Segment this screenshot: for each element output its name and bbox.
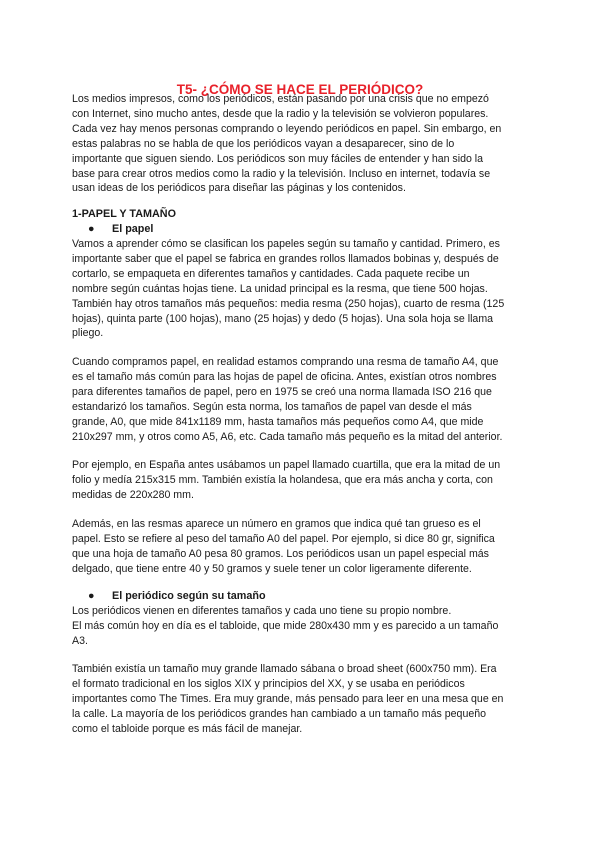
text-line: estandarizó los tamaños. Según esta norma, los tamaños de papel van desde el más — [72, 400, 472, 413]
text-line: Cada vez hay menos personas comprando o leyendo periódicos en papel. Sin embargo, en — [72, 122, 502, 135]
text-line: que una hoja de tamaño A0 pesa 80 gramos. Los periódicos usan un papel especial más — [72, 547, 489, 560]
paragraph-resma-a4 — [72, 355, 542, 444]
section-heading-papel-y-tamano: 1-PAPEL Y TAMAÑO — [72, 208, 176, 220]
text-line: medidas de 220x280 mm. — [72, 488, 194, 501]
text-line: nombre según cuántas hojas tiene. La unidad principal es la resma, que tiene 500 hojas. — [72, 282, 488, 295]
bullet-periodico-tamano — [88, 589, 266, 604]
text-line: A3. — [72, 634, 88, 647]
document-title: T5- ¿CÓMO SE HACE EL PERIÓDICO? — [176, 82, 424, 98]
paragraph-papel-clasificacion — [72, 237, 542, 341]
text-line: Además, en las resmas aparece un número en gramos que indica qué tan grueso es el — [72, 518, 481, 530]
text-line: es el tamaño más común para las hojas de papel de oficina. Antes, existían otros nombres — [72, 370, 497, 383]
paragraph-cuartilla — [72, 458, 542, 503]
text-line: También hay otros tamaños más pequeños: media resma (250 hojas), cuarto de resma (125 — [72, 297, 505, 310]
text-line: como el tabloide porque es más fácil de manejar. — [72, 722, 303, 735]
text-line: importantes como The Times. Era muy grande, más pensado para leer en una mesa que en — [72, 692, 504, 705]
text-line: importante que siguen siendo. Los periódicos son muy fáciles de entender y han sido la — [72, 152, 484, 165]
text-line: 210x297 mm, y otros como A5, A6, etc. Cada tamaño más pequeño es la mitad del anterior. — [72, 430, 503, 443]
intro-paragraph — [72, 92, 542, 196]
paragraph-tabloide — [72, 604, 542, 649]
text-line: papel. Esto se refiere al peso del tamaño A0 del papel. Por ejemplo, si dice 80 gr, significa — [72, 532, 495, 545]
text-line: El más común hoy en día es el tabloide, que mide 280x430 mm y es parecido a un tamaño — [72, 619, 499, 632]
text-line: delgado, que tiene entre 40 y 50 gramos y suele tener un color ligeramente diferente. — [72, 562, 472, 575]
text-line: folio y medía 215x315 mm. También existía la holandesa, que era más ancha y corta, con — [72, 473, 493, 486]
bullet-el-papel — [88, 222, 153, 237]
text-line: usan ideas de los periódicos para diseñar las páginas y los contenidos. — [72, 182, 406, 195]
text-line: importante saber que el papel se fabrica en grandes rollos llamados bobinas y, después de — [72, 252, 499, 265]
text-line: Cuando compramos papel, en realidad estamos comprando una resma de tamaño A4, que — [72, 356, 499, 368]
text-line: Los medios impresos, como los periódicos, están pasando por una crisis que no empezó — [72, 93, 489, 105]
text-line: hojas), quinta parte (100 hojas), mano (25 hojas) y dedo (5 hojas). Una sola hoja se llama — [72, 312, 494, 325]
text-line: grande, A0, que mide 841x1189 mm, hasta tamaños más pequeños como A4, que mide — [72, 415, 484, 428]
text-line: para diferentes tamaños de papel, pero en 1975 se creó una norma llamada ISO 216 que — [72, 385, 492, 398]
text-line: la calle. La mayoría de los periódicos grandes han cambiado a un tamaño más pequeño — [72, 707, 487, 720]
text-line: base para crear otros medios como la radio y la televisión. Incluso en internet, todavía se — [72, 167, 491, 180]
paragraph-sabana — [72, 662, 542, 737]
bullet-dot-icon: ● — [88, 223, 95, 235]
text-line: el formato tradicional en los siglos XIX y principios del XX, y se usaba en periódicos — [72, 677, 465, 690]
text-line: Vamos a aprender cómo se clasifican los papeles según su tamaño y cantidad. Primero, es — [72, 238, 500, 250]
bullet-title: El papel — [112, 223, 154, 235]
text-line: cortarlo, se empaqueta en diferentes tamaños y cantidades. Cada paquete recibe un — [72, 267, 470, 280]
text-line: pliego. — [72, 327, 104, 340]
text-line: con Internet, sino mucho antes, desde que la radio y la televisión se volvieron populares. — [72, 107, 489, 120]
bullet-title: El periódico según su tamaño — [112, 590, 266, 602]
paragraph-gramaje — [72, 517, 542, 577]
text-line: Por ejemplo, en España antes usábamos un papel llamado cuartilla, que era la mitad de un — [72, 459, 501, 471]
bullet-dot-icon: ● — [88, 590, 95, 602]
text-line: Los periódicos vienen en diferentes tamaños y cada uno tiene su propio nombre. — [72, 605, 452, 617]
text-line: También existía un tamaño muy grande llamado sábana o broad sheet (600x750 mm). Era — [72, 663, 497, 675]
text-line: estas palabras no se habla de que los periódicos vayan a desaparecer, sino de lo — [72, 137, 455, 150]
